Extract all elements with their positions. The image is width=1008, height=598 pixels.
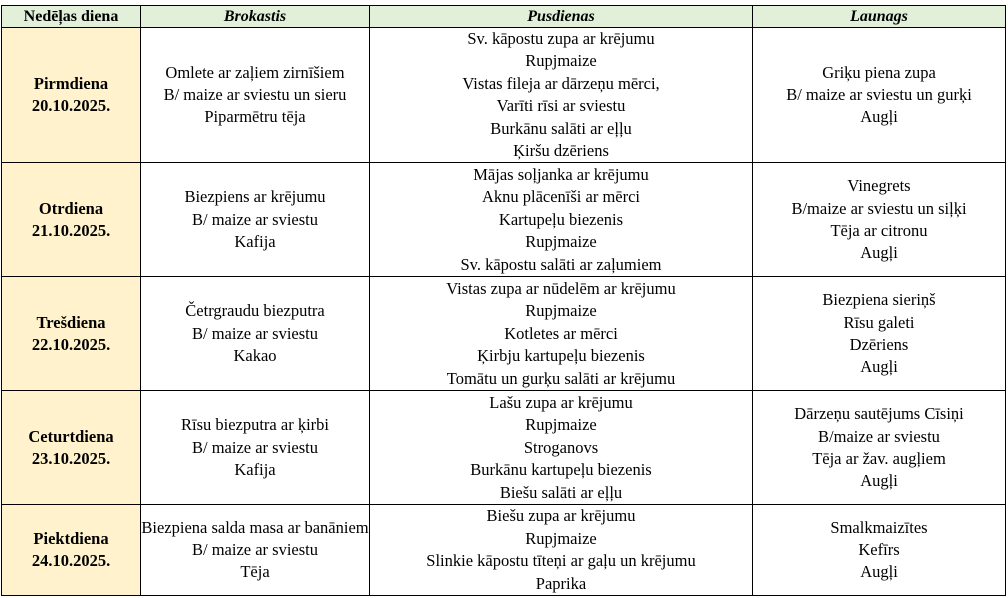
lunch-item: Rupjmaize	[525, 51, 597, 71]
day-row-tuesday	[2, 163, 1006, 277]
breakfast-item: B/ maize ar sviestu un sieru	[163, 85, 347, 105]
snack-item: Vinegrets	[847, 176, 911, 196]
lunch-item: Paprika	[535, 573, 587, 593]
lunch-cell	[370, 28, 753, 163]
lunch-item: Aknu plācenīši ar mērci	[481, 187, 641, 207]
lunch-cell	[370, 505, 753, 596]
day-name: Ceturtdiena	[28, 426, 114, 446]
breakfast-item: B/ maize ar sviestu	[191, 437, 318, 457]
snack-item: Smalkmaizītes	[830, 517, 928, 537]
header-snack: Launags	[753, 6, 1006, 28]
day-date: 20.10.2025.	[31, 96, 111, 116]
snack-item: Augļi	[860, 357, 898, 377]
lunch-item: Kartupeļu biezenis	[498, 209, 624, 229]
lunch-item: Rupjmaize	[525, 415, 597, 435]
snack-item: Augļi	[860, 243, 898, 263]
day-cell	[2, 391, 141, 505]
menu-body	[2, 28, 1006, 596]
breakfast-item: Biezpiens ar krējumu	[184, 187, 326, 207]
lunch-item: Ķiršu dzēriens	[513, 141, 609, 161]
snack-item: Rīsu galeti	[843, 312, 915, 332]
snack-item: B/maize ar sviestu un siļķi	[791, 198, 967, 218]
lunch-cell	[370, 277, 753, 391]
day-name: Piektdiena	[33, 528, 109, 548]
snack-cell	[753, 505, 1006, 596]
day-date: 23.10.2025.	[31, 448, 111, 468]
day-row-thursday	[2, 391, 1006, 505]
snack-cell	[753, 277, 1006, 391]
snack-item: Tēja ar citronu	[830, 220, 928, 240]
snack-item: Tēja ar žav. augļiem	[812, 448, 946, 468]
snack-cell	[753, 391, 1006, 505]
lunch-item: Rupjmaize	[525, 528, 597, 548]
breakfast-item: Tēja	[240, 562, 270, 582]
day-date: 22.10.2025.	[31, 334, 111, 354]
day-row-friday	[2, 505, 1006, 596]
lunch-item: Rupjmaize	[525, 232, 597, 252]
breakfast-item: Kakao	[233, 346, 277, 366]
lunch-item: Mājas soļjanka ar krējumu	[473, 164, 649, 184]
breakfast-item: Piparmētru tēja	[204, 107, 306, 127]
day-cell	[2, 163, 141, 277]
header-breakfast: Brokastis	[141, 6, 370, 28]
day-row-wednesday	[2, 277, 1006, 391]
lunch-item: Sv. kāpostu salāti ar zaļumiem	[460, 254, 662, 274]
lunch-item: Lašu zupa ar krējumu	[489, 392, 633, 412]
breakfast-cell	[141, 28, 370, 163]
breakfast-item: Omlete ar zaļiem zirnīšiem	[165, 62, 345, 82]
day-date: 24.10.2025.	[31, 551, 111, 571]
snack-item: Dzēriens	[849, 334, 909, 354]
lunch-item: Varīti rīsi ar sviestu	[496, 96, 626, 116]
header-lunch: Pusdienas	[370, 6, 753, 28]
breakfast-cell	[141, 391, 370, 505]
snack-item: Biezpiena sieriņš	[822, 290, 936, 310]
lunch-item: Burkānu kartupeļu biezenis	[470, 460, 652, 480]
breakfast-item: Rīsu biezputra ar ķirbi	[180, 415, 329, 435]
snack-item: Augļi	[860, 471, 898, 491]
day-name: Trešdiena	[36, 312, 106, 332]
breakfast-item: B/ maize ar sviestu	[191, 323, 318, 343]
lunch-item: Ķirbju kartupeļu biezenis	[477, 346, 645, 366]
lunch-item: Rupjmaize	[525, 301, 597, 321]
breakfast-item: B/ maize ar sviestu	[191, 209, 318, 229]
snack-cell	[753, 28, 1006, 163]
lunch-item: Biešu zupa ar krējumu	[486, 506, 636, 526]
day-cell	[2, 277, 141, 391]
breakfast-item: Biezpiena salda masa ar banāniem	[141, 517, 369, 537]
menu-header	[2, 6, 1006, 28]
breakfast-item: Kafija	[234, 232, 276, 252]
lunch-cell	[370, 163, 753, 277]
day-cell	[2, 28, 141, 163]
header-row	[2, 6, 1006, 28]
lunch-item: Kotletes ar mērci	[504, 323, 618, 343]
snack-item: Dārzeņu sautējums Cīsiņi	[794, 404, 964, 424]
snack-item: Augļi	[860, 562, 898, 582]
breakfast-item: B/ maize ar sviestu	[191, 540, 318, 560]
day-cell	[2, 505, 141, 596]
breakfast-cell	[141, 277, 370, 391]
header-day: Nedēļas diena	[2, 6, 141, 28]
snack-item: B/maize ar sviestu	[818, 426, 940, 446]
lunch-cell	[370, 391, 753, 505]
lunch-item: Vistas zupa ar nūdelēm ar krējumu	[446, 278, 676, 298]
breakfast-cell	[141, 505, 370, 596]
day-name: Otrdiena	[38, 198, 104, 218]
lunch-item: Slinkie kāpostu tīteņi ar gaļu un krējumu	[426, 551, 696, 571]
snack-item: Kefīrs	[858, 540, 900, 560]
weekly-menu-table	[1, 5, 1006, 596]
breakfast-item: Četrgraudu biezputra	[185, 301, 325, 321]
lunch-item: Vistas fileja ar dārzeņu mērci,	[462, 73, 660, 93]
snack-item: B/ maize ar sviestu un gurķi	[786, 85, 972, 105]
lunch-item: Burkānu salāti ar eļļu	[490, 118, 632, 138]
day-row-monday	[2, 28, 1006, 163]
lunch-item: Tomātu un gurķu salāti ar krējumu	[446, 368, 676, 388]
snack-item: Augļi	[860, 107, 898, 127]
breakfast-item: Kafija	[234, 460, 276, 480]
lunch-item: Biešu salāti ar eļļu	[499, 482, 623, 502]
snack-cell	[753, 163, 1006, 277]
snack-item: Griķu piena zupa	[822, 62, 936, 82]
breakfast-cell	[141, 163, 370, 277]
lunch-item: Stroganovs	[523, 437, 599, 457]
day-date: 21.10.2025.	[31, 220, 111, 240]
lunch-item: Sv. kāpostu zupa ar krējumu	[467, 29, 655, 48]
day-name: Pirmdiena	[33, 73, 109, 93]
